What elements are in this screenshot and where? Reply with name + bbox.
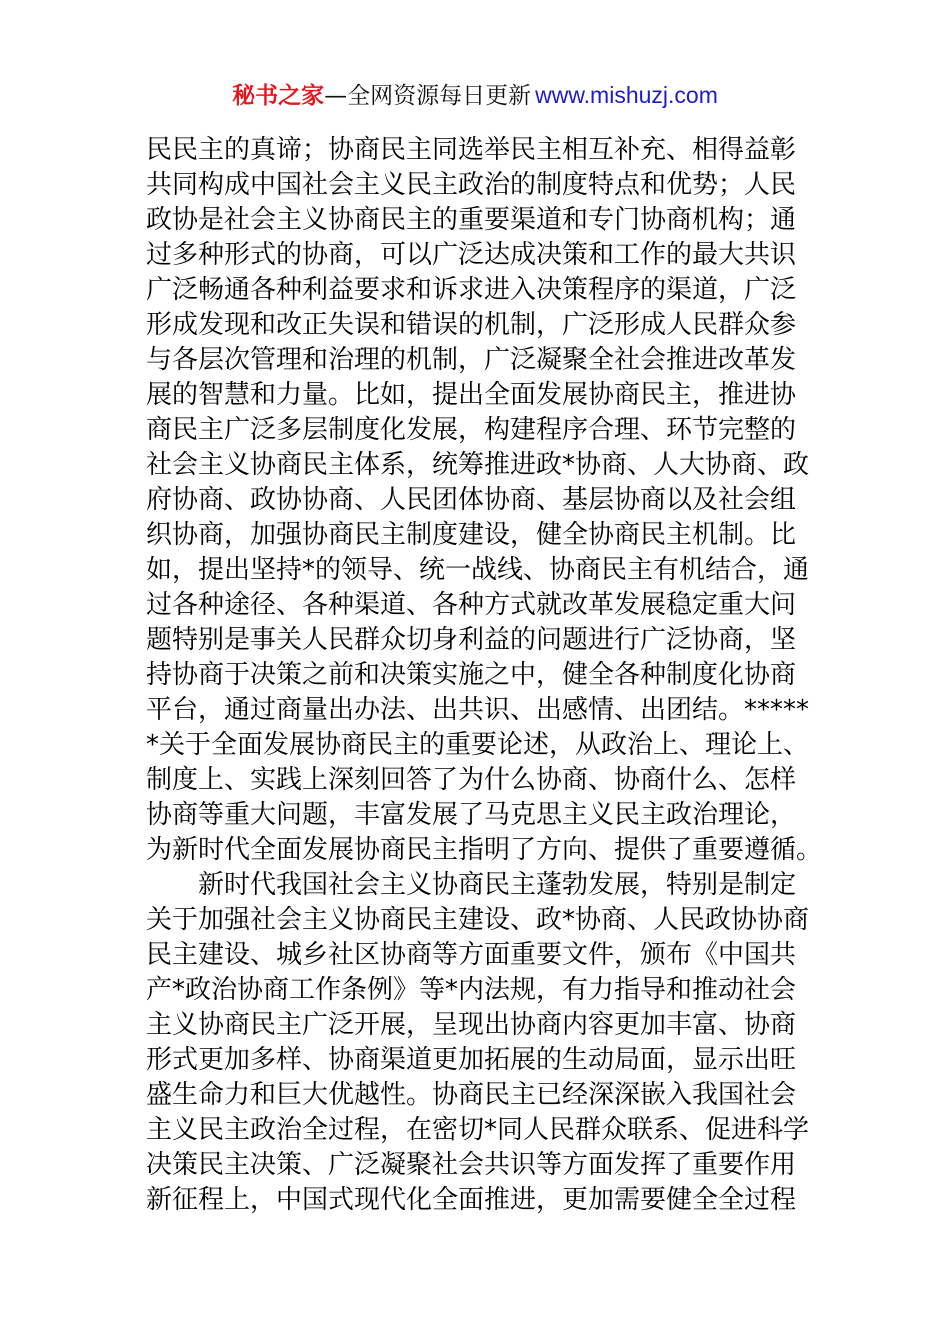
- text-line: 府协商、政协协商、人民团体协商、基层协商以及社会组: [146, 485, 797, 515]
- text-line: 过各种途径、各种渠道、各种方式就改革发展稳定重大问: [146, 590, 797, 620]
- text-line: 广泛畅通各种利益要求和诉求进入决策程序的渠道，广泛: [146, 275, 797, 305]
- text-line: 决策民主决策、广泛凝聚社会共识等方面发挥了重要作用: [146, 1150, 797, 1180]
- text-line: 题特别是事关人民群众切身利益的问题进行广泛协商，坚: [146, 625, 797, 655]
- text-line: 与各层次管理和治理的机制，广泛凝聚全社会推进改革发: [146, 345, 797, 375]
- text-line: 新征程上，中国式现代化全面推进，更加需要健全全过程: [146, 1185, 797, 1215]
- text-line: 为新时代全面发展协商民主指明了方向、提供了重要遵循。: [146, 835, 823, 865]
- text-line: 主义民主政治全过程，在密切*同人民群众联系、促进科学: [146, 1115, 810, 1145]
- text-line: 形式更加多样、协商渠道更加拓展的生动局面，显示出旺: [146, 1045, 797, 1075]
- paragraph-first-line: 新时代我国社会主义协商民主蓬勃发展，特别是制定: [198, 870, 797, 900]
- site-url-link[interactable]: www.mishuzj.com: [535, 82, 718, 108]
- text-line: *关于全面发展协商民主的重要论述，从政治上、理论上、: [146, 730, 810, 760]
- page-header: [0, 78, 950, 113]
- text-line: 织协商，加强协商民主制度建设，健全协商民主机制。比: [146, 520, 797, 550]
- text-line: 社会主义协商民主体系，统筹推进政*协商、人大协商、政: [146, 450, 810, 480]
- text-line: 主义协商民主广泛开展，呈现出协商内容更加丰富、协商: [146, 1010, 797, 1040]
- text-line: 持协商于决策之前和决策实施之中，健全各种制度化协商: [146, 660, 797, 690]
- text-line: 共同构成中国社会主义民主政治的制度特点和优势；人民: [146, 170, 797, 200]
- text-line: 商民主广泛多层制度化发展，构建程序合理、环节完整的: [146, 415, 797, 445]
- text-line: 制度上、实践上深刻回答了为什么协商、协商什么、怎样: [146, 765, 797, 795]
- text-line: 政协是社会主义协商民主的重要渠道和专门协商机构；通: [146, 205, 797, 235]
- text-line: 关于加强社会主义协商民主建设、政*协商、人民政协协商: [146, 905, 810, 935]
- text-line: 过多种形式的协商，可以广泛达成决策和工作的最大共识: [146, 240, 797, 270]
- text-line: 民主建设、城乡社区协商等方面重要文件，颁布《中国共: [146, 940, 797, 970]
- text-line: 协商等重大问题，丰富发展了马克思主义民主政治理论，: [146, 800, 797, 830]
- text-line: 产*政治协商工作条例》等*内法规，有力指导和推动社会: [146, 975, 797, 1005]
- site-tagline: —全网资源每日更新: [324, 83, 532, 109]
- text-line: 平台，通过商量出办法、出共识、出感情、出团结。*****: [146, 695, 810, 725]
- site-brand: 秘书之家: [232, 83, 325, 109]
- text-line: 民民主的真谛；协商民主同选举民主相互补充、相得益彰: [146, 135, 797, 165]
- text-line: 如，提出坚持*的领导、统一战线、协商民主有机结合，通: [146, 555, 810, 585]
- text-line: 盛生命力和巨大优越性。协商民主已经深深嵌入我国社会: [146, 1080, 797, 1110]
- document-body: [146, 133, 823, 1218]
- text-line: 形成发现和改正失误和错误的机制，广泛形成人民群众参: [146, 310, 797, 340]
- text-line: 展的智慧和力量。比如，提出全面发展协商民主，推进协: [146, 380, 797, 410]
